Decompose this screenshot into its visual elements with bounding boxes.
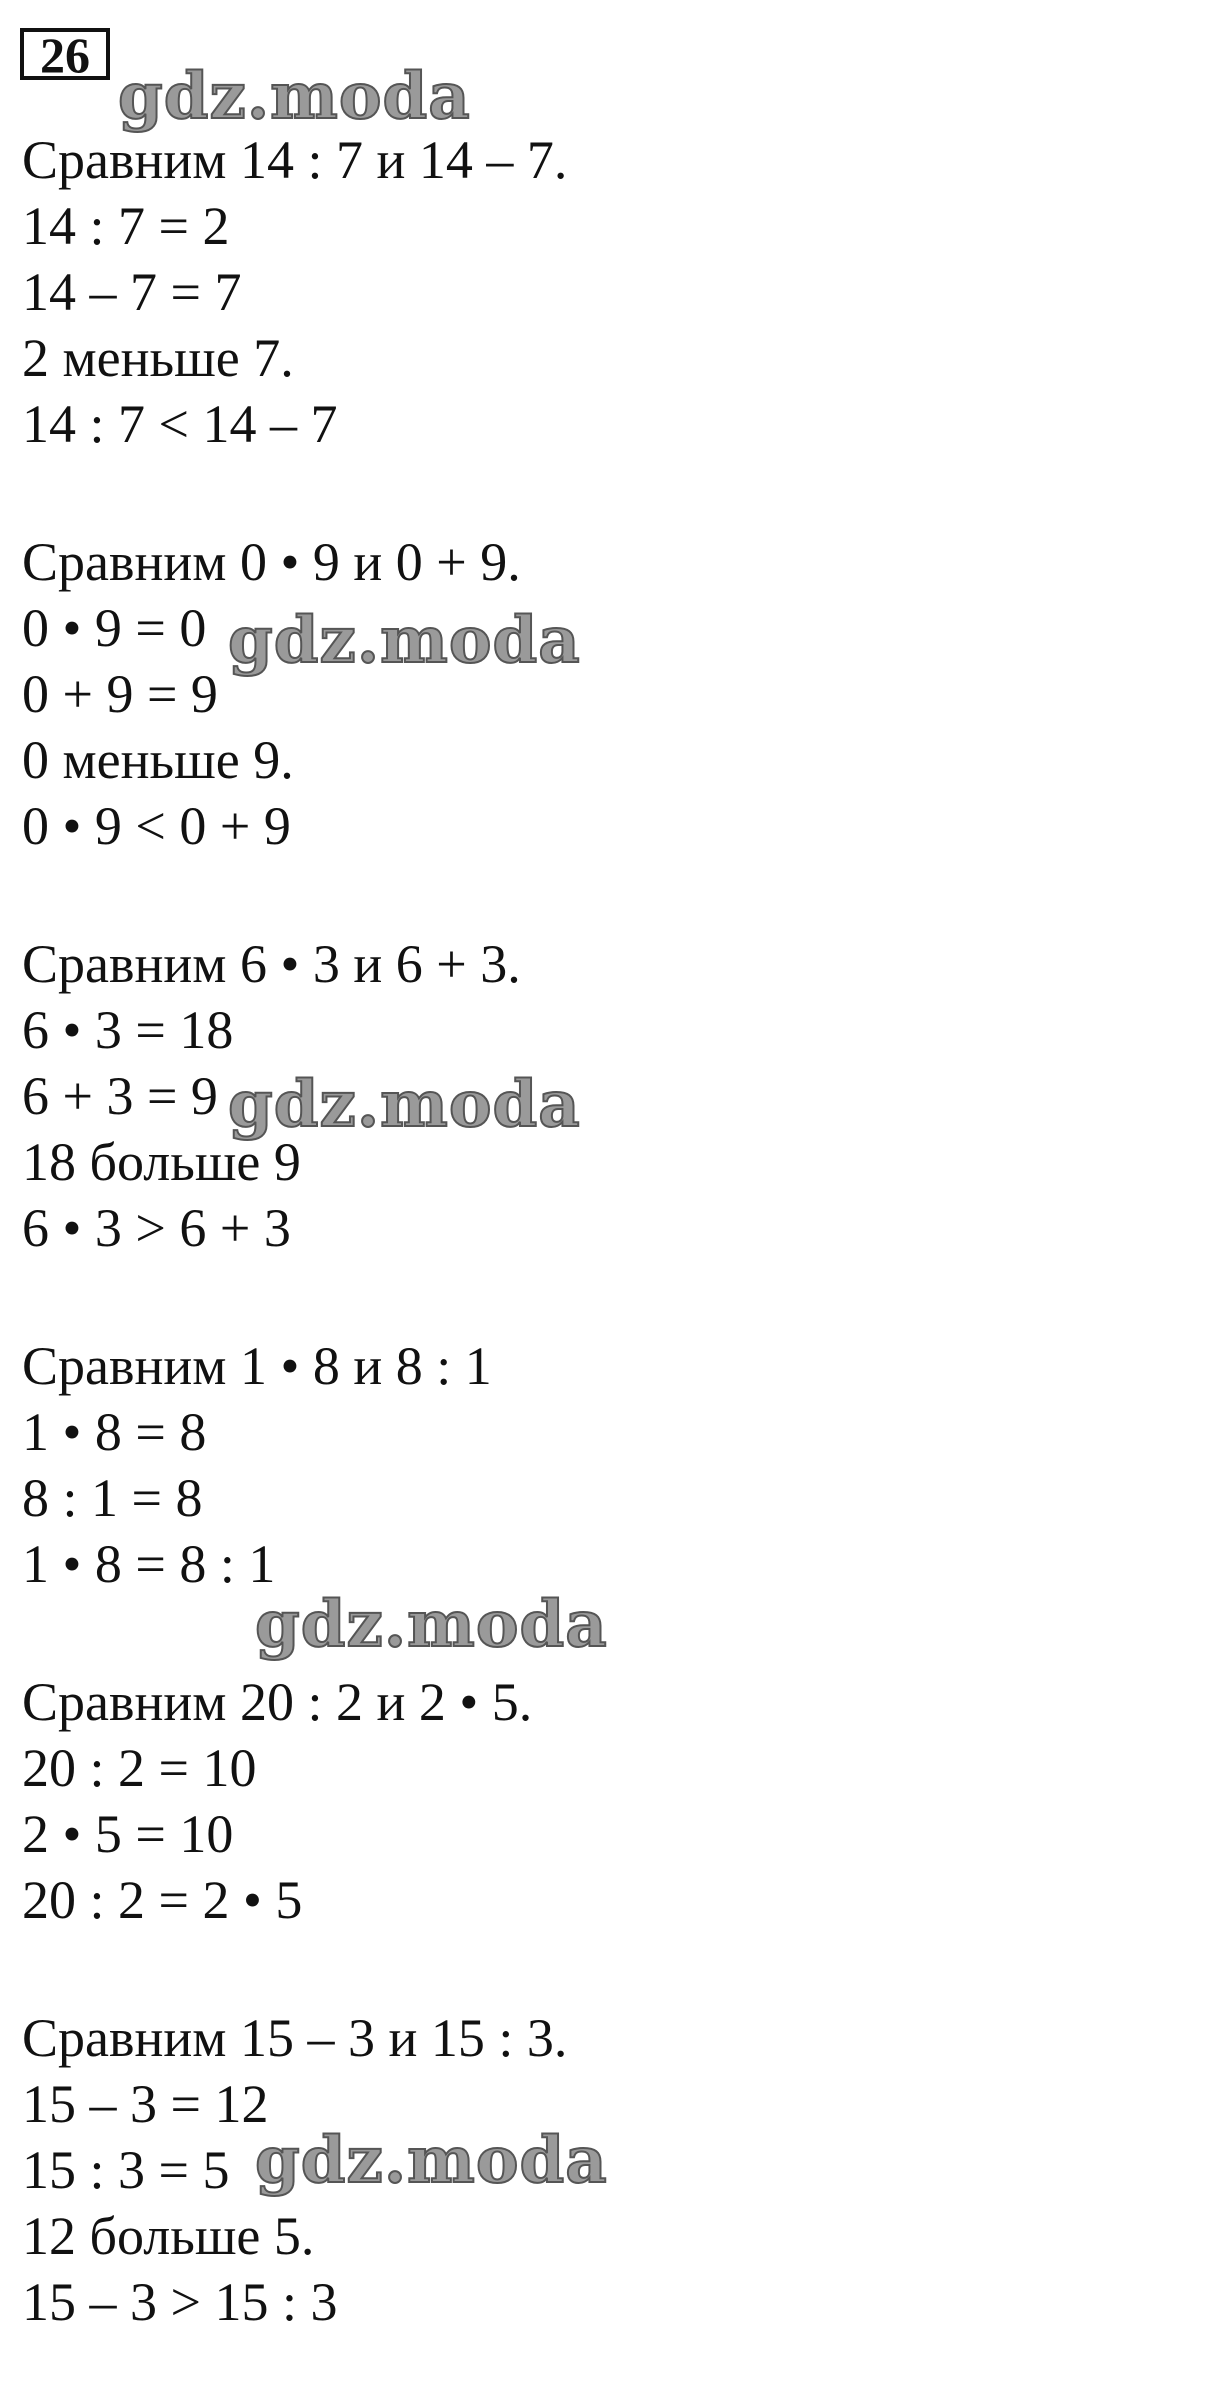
comparison-text: 0 меньше 9. xyxy=(22,730,294,790)
equation-line: 15 : 3 = 5 xyxy=(22,2140,230,2200)
comparison-heading: Сравним 1 • 8 и 8 : 1 xyxy=(22,1336,492,1396)
watermark-logo: gdz.moda xyxy=(228,603,581,678)
comparison-result: 6 • 3 > 6 + 3 xyxy=(22,1198,291,1258)
watermark-logo: gdz.moda xyxy=(228,1067,581,1142)
equation-line: 15 – 3 = 12 xyxy=(22,2074,269,2134)
comparison-result: 20 : 2 = 2 • 5 xyxy=(22,1870,303,1930)
equation-line: 20 : 2 = 10 xyxy=(22,1738,257,1798)
equation-line: 0 + 9 = 9 xyxy=(22,664,218,724)
comparison-heading: Сравним 15 – 3 и 15 : 3. xyxy=(22,2008,568,2068)
comparison-result: 15 – 3 > 15 : 3 xyxy=(22,2272,338,2332)
task-number-box: 26 xyxy=(20,28,110,80)
comparison-text: 2 меньше 7. xyxy=(22,328,294,388)
equation-line: 0 • 9 = 0 xyxy=(22,598,207,658)
equation-line: 8 : 1 = 8 xyxy=(22,1468,203,1528)
comparison-heading: Сравним 0 • 9 и 0 + 9. xyxy=(22,532,521,592)
comparison-result: 0 • 9 < 0 + 9 xyxy=(22,796,291,856)
comparison-text: 12 больше 5. xyxy=(22,2206,315,2266)
watermark-logo: gdz.moda xyxy=(118,59,471,134)
equation-line: 14 – 7 = 7 xyxy=(22,262,242,322)
equation-line: 2 • 5 = 10 xyxy=(22,1804,234,1864)
equation-line: 6 + 3 = 9 xyxy=(22,1066,218,1126)
equation-line: 14 : 7 = 2 xyxy=(22,196,230,256)
watermark-logo: gdz.moda xyxy=(255,1587,608,1662)
comparison-text: 18 больше 9 xyxy=(22,1132,301,1192)
comparison-result: 1 • 8 = 8 : 1 xyxy=(22,1534,276,1594)
comparison-heading: Сравним 20 : 2 и 2 • 5. xyxy=(22,1672,533,1732)
comparison-result: 14 : 7 < 14 – 7 xyxy=(22,394,338,454)
equation-line: 1 • 8 = 8 xyxy=(22,1402,207,1462)
comparison-heading: Сравним 14 : 7 и 14 – 7. xyxy=(22,130,568,190)
equation-line: 6 • 3 = 18 xyxy=(22,1000,234,1060)
watermark-logo: gdz.moda xyxy=(255,2123,608,2198)
comparison-heading: Сравним 6 • 3 и 6 + 3. xyxy=(22,934,521,994)
